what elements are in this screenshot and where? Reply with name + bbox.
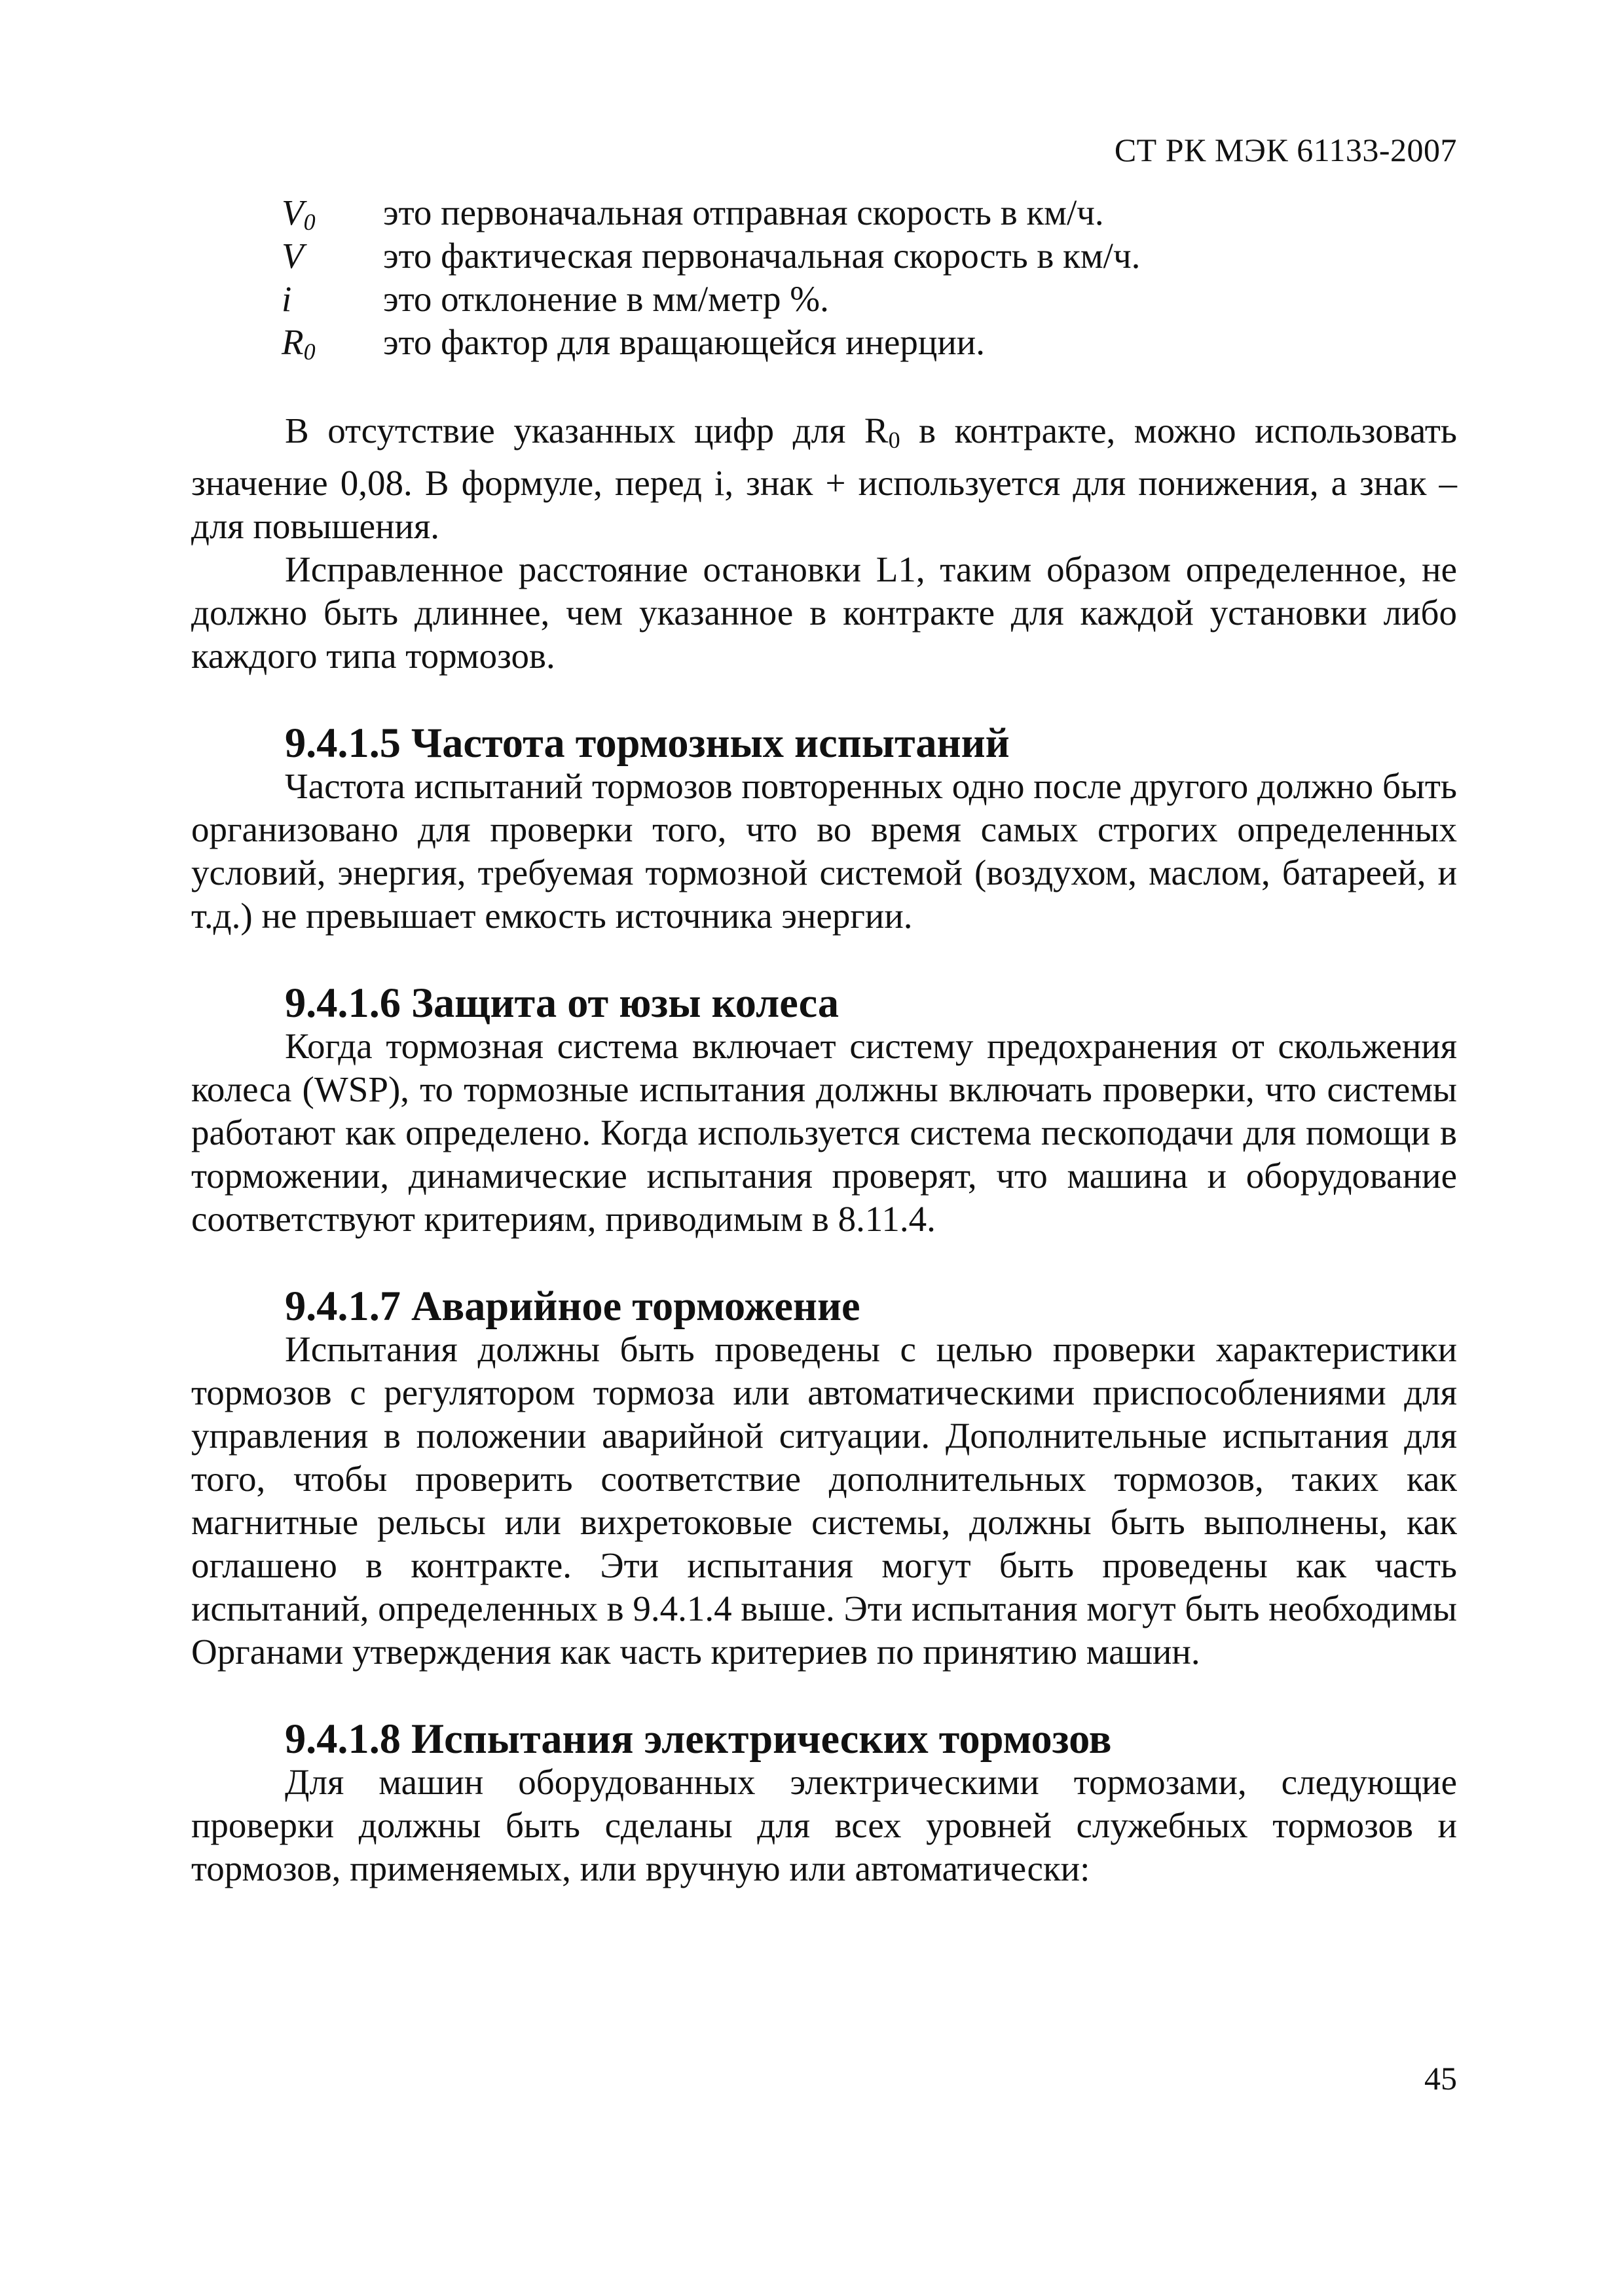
definition-row	[282, 321, 1460, 364]
section-heading: 9.4.1.8 Испытания электрических тормозов	[285, 1716, 1112, 1762]
definition-symbol: V	[282, 236, 304, 276]
symbol-definitions	[282, 191, 1460, 364]
section-paragraph: Когда тормозная система включает систему предохранения от скольжения колеса (WSP), то тормозные испытания должны включать проверки, что системы работают как определено. Когда используется система пескоподачи для помощи в торможении, динамические испытания проверят, что машина и оборудование соответствуют критериям, приводимым в 8.11.4.	[191, 1026, 1457, 1239]
definition-text: это фактическая первоначальная скорость в км/ч.	[383, 236, 1141, 276]
document-body	[191, 409, 1457, 1890]
definition-text: это фактор для вращающейся инерции.	[383, 322, 985, 362]
section-heading: 9.4.1.5 Частота тормозных испытаний	[285, 720, 1010, 766]
intro-paragraph-1: В отсутствие указанных цифр для R0 в контракте, можно использовать значение 0,08. В формуле, перед i, знак + используется для понижения, а знак – для повышения.	[191, 411, 1457, 546]
definition-row	[282, 191, 1460, 234]
section-paragraph: Испытания должны быть проведены с целью проверки характеристики тормозов с регулятором тормоза или автоматическими приспособлениями для управления в положении аварийной ситуации. Дополнительные испытания для того, чтобы проверить соответствие дополнительных тормозов, таких как магнитные рельсы или вихретоковые системы, должны быть выполнены, как оглашено в контракте. Эти испытания могут быть проведены как часть испытаний, определенных в 9.4.1.4 выше. Эти испытания могут быть необходимы Органами утверждения как часть критериев по принятию машин.	[191, 1329, 1457, 1672]
section-heading: 9.4.1.7 Аварийное торможение	[285, 1283, 860, 1329]
intro-paragraph-2: Исправленное расстояние остановки L1, таким образом определенное, не должно быть длиннее, чем указанное в контракте для каждой установки либо каждого типа тормозов.	[191, 549, 1457, 676]
definition-row	[282, 278, 1460, 321]
definition-symbol: i	[282, 279, 292, 319]
section-paragraph: Частота испытаний тормозов повторенных одно после другого должно быть организовано для проверки того, что во время самых строгих определенных условий, энергия, требуемая тормозной системой (воздухом, маслом, батареей, и т.д.) не превышает емкость источника энергии.	[191, 766, 1457, 936]
section-heading: 9.4.1.6 Защита от юзы колеса	[285, 980, 840, 1026]
standard-code-header: СТ РК МЭК 61133-2007	[1114, 132, 1457, 168]
definition-text: это отклонение в мм/метр %.	[383, 279, 829, 319]
page-number: 45	[1424, 2060, 1457, 2097]
definition-text: это первоначальная отправная скорость в км/ч.	[383, 193, 1104, 232]
definition-row	[282, 234, 1460, 278]
definition-symbol: $R_0$	[282, 322, 316, 365]
definition-symbol: $V_0$	[282, 193, 316, 235]
section-paragraph: Для машин оборудованных электрическими тормозами, следующие проверки должны быть сделаны для всех уровней служебных тормозов и тормозов, применяемых, или вручную или автоматически:	[191, 1762, 1457, 1888]
